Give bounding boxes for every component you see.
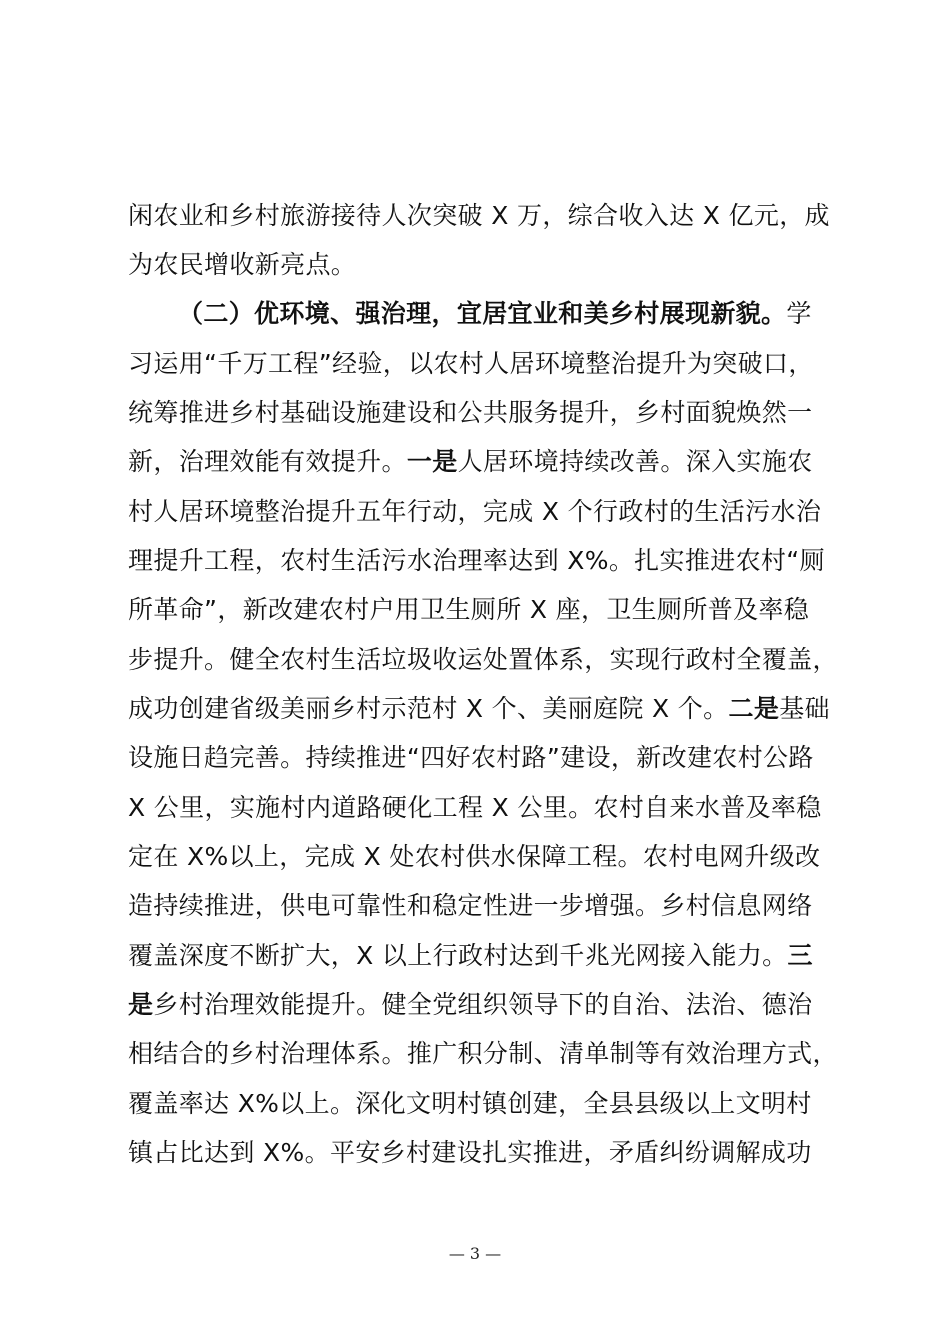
section-heading: （二）优环境、强治理，宜居宜业和美乡村展现新貌。 <box>178 299 787 328</box>
bold-marker: 是 <box>128 990 154 1019</box>
text-line-16 <box>128 936 828 976</box>
text-segment: X 公里，实施村内道路硬化工程 X 公里。农村自来水普及率稳 <box>128 793 822 822</box>
text-segment: 乡村治理效能提升。健全党组织领导下的自治、法治、德治 <box>153 990 813 1019</box>
text-segment: 基础 <box>779 694 830 723</box>
text-segment: 闲农业和乡村旅游接待人次突破 X 万，综合收入达 X 亿元，成 <box>128 201 830 230</box>
text-segment: 新，治理效能有效提升。 <box>128 447 407 476</box>
text-segment: 村人居环境整治提升五年行动，完成 X 个行政村的生活污水治 <box>128 497 822 526</box>
text-segment: 理提升工程，农村生活污水治理率达到 X%。扎实推进农村“厕 <box>128 546 825 575</box>
text-line-11 <box>128 689 828 729</box>
text-segment: 人居环境持续改善。深入实施农 <box>457 447 813 476</box>
text-segment: 统筹推进乡村基础设施建设和公共服务提升，乡村面貌焕然一 <box>128 398 813 427</box>
text-line-19 <box>128 1084 828 1124</box>
text-line-18 <box>128 1034 838 1074</box>
text-line-6 <box>128 442 828 482</box>
text-segment: 覆盖率达 X%以上。深化文明村镇创建，全县县级以上文明村 <box>128 1089 812 1118</box>
text-segment: 学 <box>786 299 812 328</box>
text-segment: 镇占比达到 X%。平安乡村建设扎实推进，矛盾纠纷调解成功 <box>128 1138 812 1167</box>
bold-marker: 二是 <box>728 694 780 723</box>
text-line-1 <box>128 196 828 236</box>
text-line-4 <box>128 344 828 384</box>
text-line-8 <box>128 541 828 581</box>
text-segment: 造持续推进，供电可靠性和稳定性进一步增强。乡村信息网络 <box>128 891 813 920</box>
bold-marker: 三 <box>787 941 813 970</box>
text-line-5 <box>128 393 828 433</box>
text-line-20 <box>128 1133 828 1173</box>
text-line-2 <box>128 245 828 285</box>
text-line-12 <box>128 738 828 778</box>
text-segment: 覆盖深度不断扩大，X 以上行政村达到千兆光网接入能力。 <box>128 941 788 970</box>
text-line-14 <box>128 837 828 877</box>
text-line-13 <box>128 788 828 828</box>
text-line-3 <box>178 294 828 334</box>
text-line-17 <box>128 985 828 1025</box>
text-segment: 定在 X%以上，完成 X 处农村供水保障工程。农村电网升级改 <box>128 842 821 871</box>
bold-marker: 一是 <box>406 447 458 476</box>
text-segment: 所革命”，新改建农村户用卫生厕所 X 座，卫生厕所普及率稳 <box>128 595 810 624</box>
text-segment: 步提升。健全农村生活垃圾收运处置体系，实现行政村全覆盖， <box>128 645 838 674</box>
text-line-9 <box>128 590 828 630</box>
text-line-15 <box>128 886 828 926</box>
text-segment: 习运用“千万工程”经验，以农村人居环境整治提升为突破口， <box>128 349 814 378</box>
text-line-10 <box>128 640 838 680</box>
text-segment: 设施日趋完善。持续推进“四好农村路”建设，新改建农村公路 <box>128 743 814 772</box>
text-segment: 为农民增收新亮点。 <box>128 250 357 279</box>
page-number: — 3 — <box>448 1244 502 1263</box>
text-segment: 成功创建省级美丽乡村示范村 X 个、美丽庭院 X 个。 <box>128 694 729 723</box>
text-segment: 相结合的乡村治理体系。推广积分制、清单制等有效治理方式， <box>128 1039 838 1068</box>
text-line-7 <box>128 492 828 532</box>
